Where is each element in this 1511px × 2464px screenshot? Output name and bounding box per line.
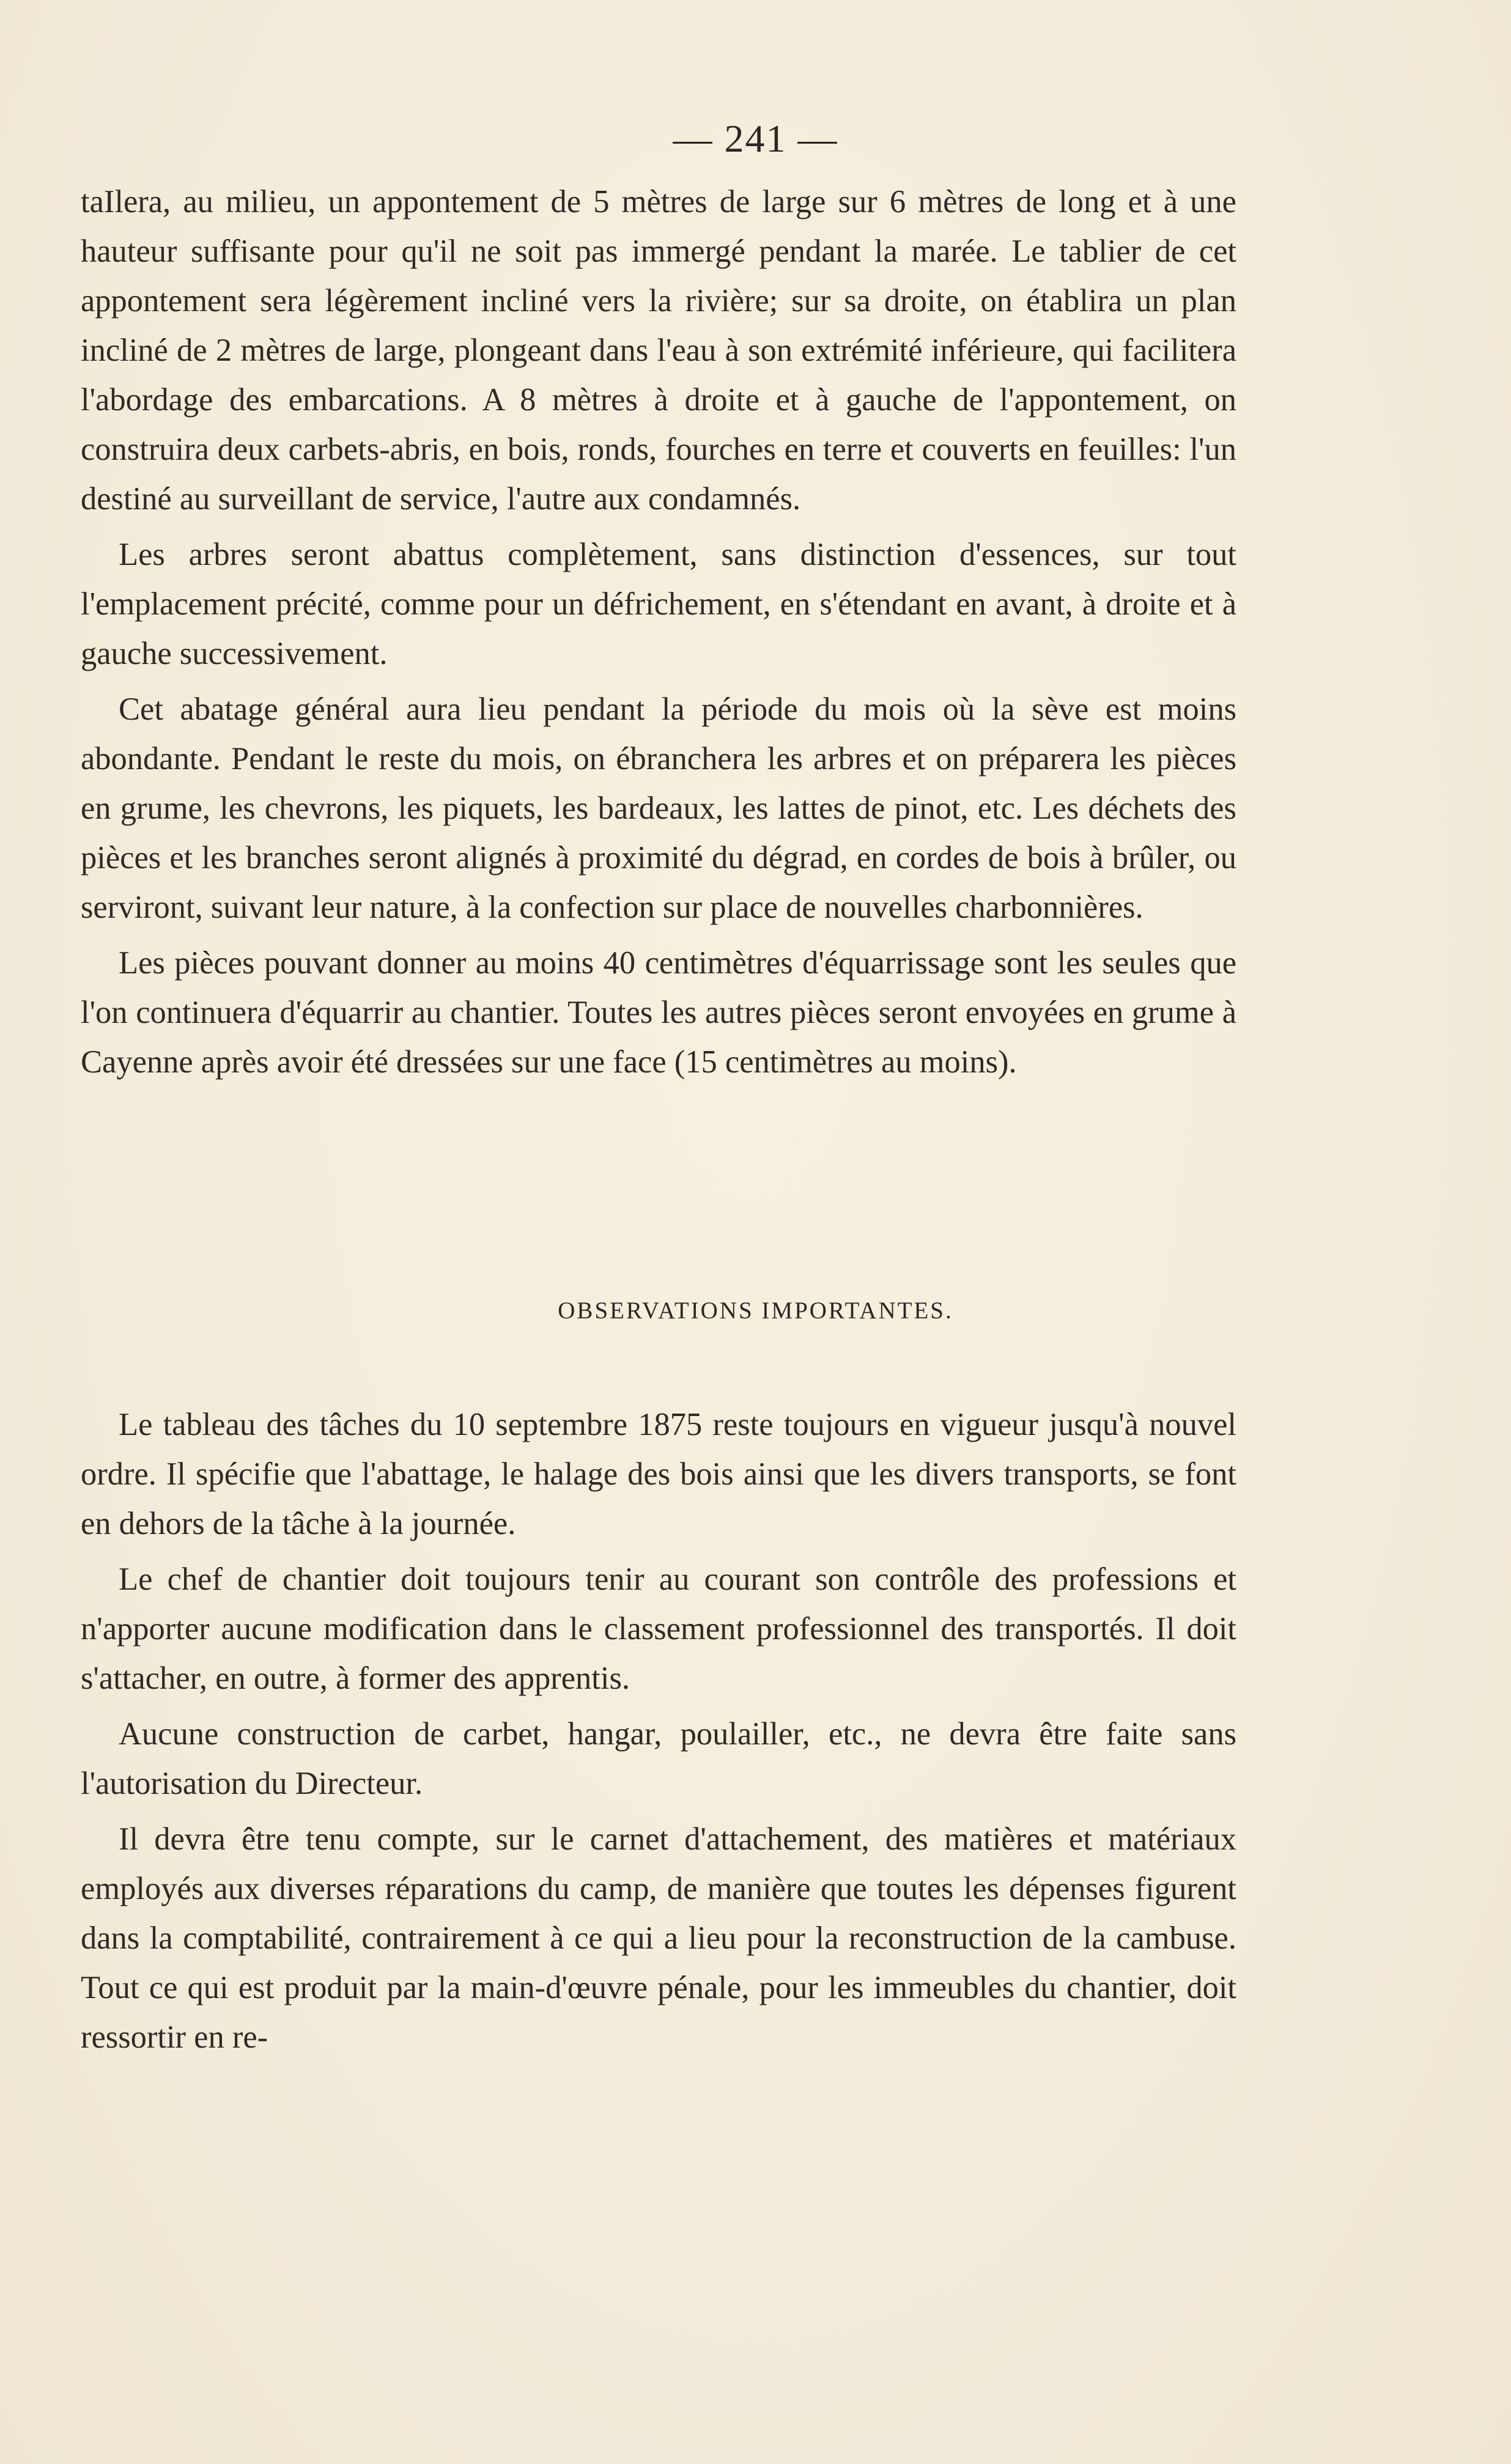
paragraph: taIlera, au milieu, un appontement de 5 mètres de large sur 6 mètres de long et à une hauteur suffisante pour qu'il ne soit pas immergé pendant la marée. Le tablier de cet appontement sera légèrement incliné vers la rivière; sur sa droite, on établira un plan incliné de 2 mètres de large, plongeant dans l'eau à son extrémité inférieure, qui facilitera l'abordage des embarcations. A 8 mètres à droite et à gauche de l'appontement, on construira deux carbets-abris, en bois, ronds, fourches en terre et couverts en feuilles: l'un destiné au surveillant de service, l'autre aux condamnés. [81, 184, 1236, 517]
paragraph: Le chef de chantier doit toujours tenir au courant son contrôle des professions et n'apporter aucune modification dans le classement professionnel des transportés. Il doit s'attacher, en outre, à former des apprentis. [81, 1562, 1236, 1696]
text-block-before-heading [81, 177, 1236, 1093]
paragraph: Aucune construction de carbet, hangar, poulailler, etc., ne devra être faite sans l'autorisation du Directeur. [81, 1716, 1236, 1801]
paragraph: Les arbres seront abattus complètement, sans distinction d'essences, sur tout l'emplacement précité, comme pour un défrichement, en s'étendant en avant, à droite et à gauche successivement. [81, 537, 1236, 671]
paragraph: Le tableau des tâches du 10 septembre 1875 reste toujours en vigueur jusqu'à nouvel ordre. Il spécifie que l'abattage, le halage des bois ainsi que les divers transports, se font en dehors de la tâche à la journée. [81, 1407, 1236, 1541]
paragraph: Il devra être tenu compte, sur le carnet d'attachement, des matières et matériaux employés aux diverses réparations du camp, de manière que toutes les dépenses figurent dans la comptabilité, contrairement à ce qui a lieu pour la reconstruction de la cambuse. Tout ce qui est produit par la main-d'œuvre pénale, pour les immeubles du chantier, doit ressortir en re- [81, 1821, 1236, 2055]
page-number: — 241 — [673, 117, 838, 160]
paragraph: Les pièces pouvant donner au moins 40 centimètres d'équarrissage sont les seules que l'on continuera d'équarrir au chantier. Toutes les autres pièces seront envoyées en grume à Cayenne après avoir été dressées sur une face (15 centimètres au moins). [81, 945, 1236, 1080]
paragraph: Cet abatage général aura lieu pendant la période du mois où la sève est moins abondante. Pendant le reste du mois, on ébranchera les arbres et on préparera les pièces en grume, les chevrons, les piquets, les bardeaux, les lattes de pinot, etc. Les déchets des pièces et les branches seront alignés à proximité du dégrad, en cordes de bois à brûler, ou serviront, suivant leur nature, à la confection sur place de nouvelles charbonnières. [81, 692, 1236, 925]
text-block-after-heading [81, 1400, 1236, 2068]
section-heading: OBSERVATIONS IMPORTANTES. [558, 1297, 953, 1324]
